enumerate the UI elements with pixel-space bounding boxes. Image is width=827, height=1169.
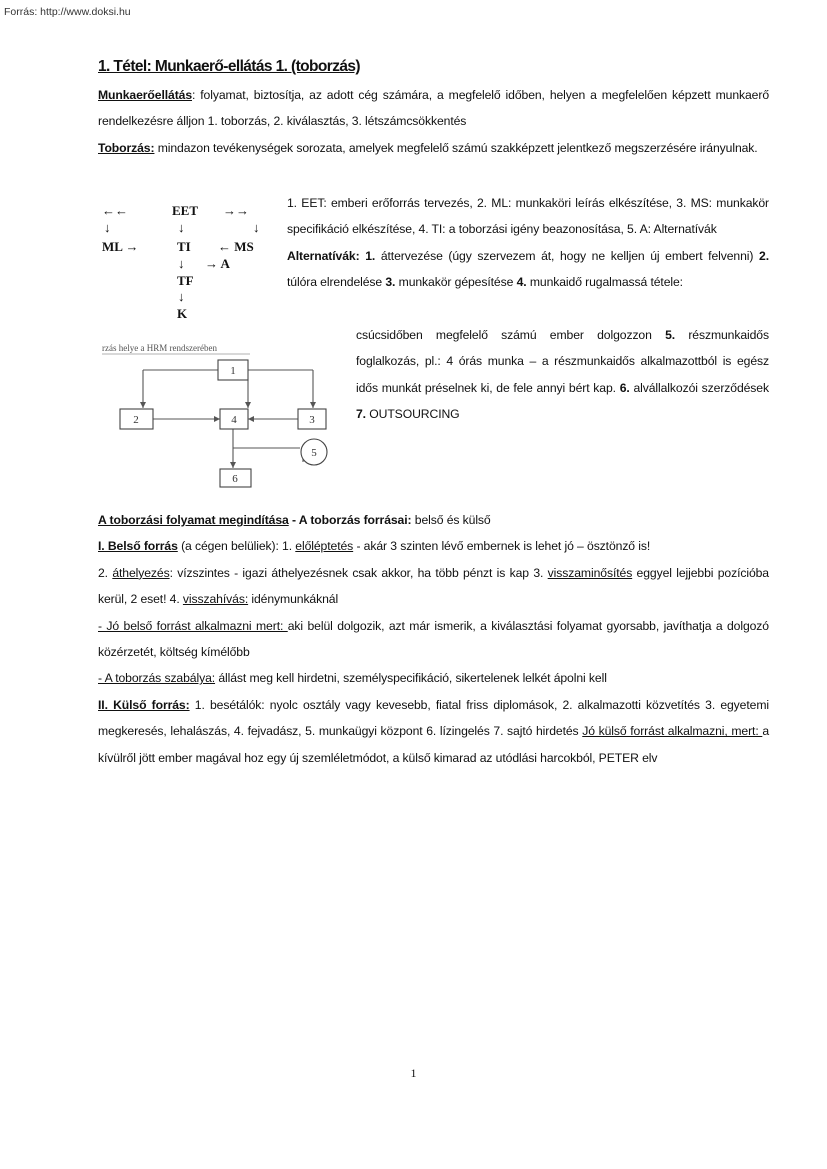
internal-source-paragraph: [98, 533, 769, 559]
rule-text: állást meg kell hirdetni, személyspecifikáció, sikertelenek lelkét ápolni kell: [215, 671, 607, 686]
flow-down-arrow: ↓: [178, 256, 185, 271]
alt-num: 2.: [753, 248, 769, 263]
diagram-label-4: 4: [231, 414, 237, 426]
flow-tf: TF: [177, 273, 194, 288]
paragraph-toborzas: [98, 135, 769, 161]
alt-text: túlóra elrendelése: [287, 275, 383, 290]
arrowhead: [214, 416, 220, 422]
external-source-label: II. Külső forrás:: [98, 697, 190, 712]
alt-num: 7.: [356, 407, 366, 422]
alternatives-continued: [356, 322, 769, 428]
paragraph-munkaeroellatas: [98, 82, 769, 135]
good-external-label: Jó külső forrást alkalmazni, mert:: [582, 724, 763, 739]
flow-arrow-right: →→: [223, 203, 249, 218]
arrowhead: [248, 416, 254, 422]
text-toborzas: mindazon tevékenységek sorozata, amelyek megfelelő számú szakképzett jelentkező megszerzésére irányulnak.: [154, 140, 758, 155]
flow-arrow-left: ←←: [102, 203, 128, 218]
alt-text: áttervezése (úgy szervezem át, hogy ne kelljen új embert felvenni): [375, 248, 754, 263]
term-munkaeroellatas: Munkaerőellátás: [98, 88, 193, 102]
rule-paragraph: [98, 665, 769, 691]
diagram-label-1: 1: [230, 365, 236, 377]
alternatives-paragraph: [287, 243, 769, 296]
alt-text: OUTSOURCING: [365, 407, 460, 422]
internal-text: - akár 3 szinten lévő embernek is lehet jó – ösztönző is!: [353, 539, 651, 554]
alt-num: 3.: [382, 275, 396, 290]
alt-num: 6.: [615, 380, 630, 395]
alternatives-paragraph-cont: [356, 322, 769, 428]
internal-source-paragraph-2: [98, 560, 769, 613]
rule-label: - A toborzás szabálya:: [98, 671, 216, 686]
sources-section: [98, 507, 769, 771]
process-start-paragraph: [98, 507, 769, 533]
flow-down-arrow: ↓: [178, 220, 185, 235]
alt-num: 1.: [359, 248, 376, 263]
flow-eet: EET: [172, 203, 199, 218]
abbreviations-text: 1. EET: emberi erőforrás tervezés, 2. ML: munkaköri leírás elkészítése, 3. MS: munkakör specifikáció elkészítése, 4. TI: a toborzási igény beazonosítása, 5. A: Alternatívák: [287, 196, 769, 237]
alt-text: munkakör gépesítése: [395, 275, 514, 290]
term-promotion: előléptetés: [295, 539, 354, 554]
internal-text: (a cégen belüliek): 1.: [177, 539, 296, 554]
hrm-diagram: [100, 340, 345, 495]
term-requalification: visszaminősítés: [547, 565, 633, 580]
source-line: Forrás: http://www.doksi.hu: [4, 6, 131, 18]
separator: -: [288, 513, 299, 527]
arrowhead: [140, 402, 146, 408]
sources-label: A toborzás forrásai:: [298, 513, 412, 527]
diagram-caption: rzás helye a HRM rendszerében: [102, 343, 217, 353]
term-recall: visszahívás:: [182, 592, 249, 607]
flow-k: K: [177, 306, 188, 321]
internal-source-label: I. Belső forrás: [98, 539, 178, 554]
flow-down-arrow: ↓: [104, 220, 111, 235]
alt-num: 4.: [513, 275, 527, 290]
diagram-label-6: 6: [232, 473, 238, 485]
sources-text: belső és külső: [411, 513, 491, 527]
alt-text: alvállalkozói szerződések: [629, 380, 769, 395]
diagram-label-3: 3: [309, 414, 315, 426]
text-munkaeroellatas: : folyamat, biztosítja, az adott cég számára, a megfelelő időben, helyen a megfelelően képzett munkaerő rendelkezésre álljon 1. toborzás, 2. kiválasztás, 3. létszámcsökkentés: [98, 88, 769, 129]
flow-ms: ← MS: [218, 239, 254, 254]
process-start-heading: A toborzási folyamat megindítása: [98, 513, 289, 527]
page-number: 1: [410, 1066, 417, 1080]
external-source-paragraph: [98, 692, 769, 771]
alt-num: 5.: [651, 328, 676, 342]
flow-diagram: [102, 203, 272, 321]
good-internal-text: aki belül dolgozik, azt már ismerik, a kiválasztási folyamat gyorsabb, javíthatja a dolgozó közérzetét, költség kímélőbb: [98, 618, 769, 660]
internal-text: : vízszintes - igazi áthelyezésnek csak akkor, ha több pénzt is kap 3.: [169, 565, 548, 580]
abbreviations-block: [287, 190, 769, 296]
flow-alternatives: → A: [205, 256, 230, 271]
good-internal-paragraph: [98, 613, 769, 666]
term-transfer: áthelyezés: [112, 565, 170, 580]
flow-down-arrow: ↓: [253, 220, 260, 235]
term-toborzas: Toborzás:: [98, 140, 155, 155]
internal-text: eggyel lejjebbi pozícióba kerül, 2 eset! 4.: [98, 565, 769, 607]
arrowhead: [245, 402, 251, 408]
internal-text: idénymunkáknál: [248, 592, 339, 607]
intro-section: [98, 58, 769, 161]
good-external-text: a kívülről jött ember magával hoz egy új szemléletmódot, a külső kimarad az utódlási harcokból, PETER elv: [98, 724, 769, 765]
flow-down-arrow: ↓: [178, 289, 185, 304]
alternatives-label: Alternatívák:: [287, 248, 360, 263]
alt-text: munkaidő rugalmassá tétele:: [526, 275, 683, 290]
diagram-label-5: 5: [311, 447, 317, 459]
alt-text: csúcsidőben megfelelő számú ember dolgozzon: [356, 328, 652, 342]
internal-text: 2.: [98, 565, 113, 580]
flow-ti: TI: [177, 239, 191, 254]
arrowhead: [230, 462, 236, 468]
page-title: 1. Tétel: Munkaerő-ellátás 1. (toborzás): [98, 58, 360, 75]
external-text: 1. besétálók: nyolc osztály vagy kevesebb, fiatal friss diplomások, 2. alkalmazotti közvetítés 3. egyetemi megkeresés, lehalászás, 4. fejvadász, 5. munkaügyi központ 6. lízingelés 7. sajtó hirdetés: [98, 697, 769, 739]
diagram-label-2: 2: [133, 414, 139, 426]
good-internal-label: - Jó belső forrást alkalmazni mert:: [98, 618, 288, 633]
alt-text: részmunkaidős foglalkozás, pl.: 4 órás munka – a részmunkaidős alkalmazottból is egész idős munkát préselnek ki, de fele annyi bért kap.: [356, 328, 769, 395]
arrowhead: [310, 402, 316, 408]
flow-ml: ML →: [102, 239, 139, 254]
